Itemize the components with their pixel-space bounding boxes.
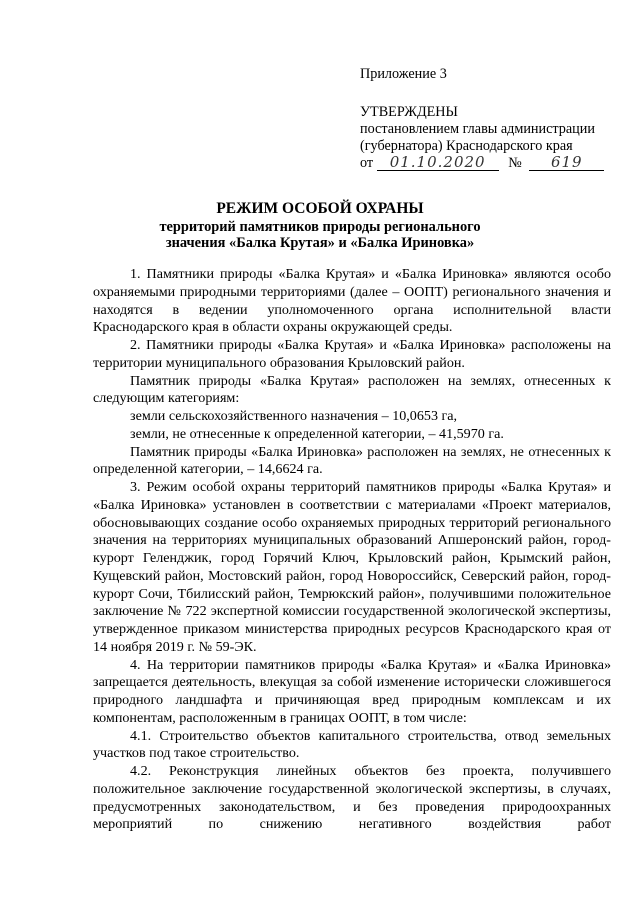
handwritten-date: 01.10.2020 [377, 155, 499, 171]
paragraph-1: 1. Памятники природы «Балка Крутая» и «Балка Ириновка» являются особо охраняемыми природными территориями (далее – ООПТ) регионального значения и находятся в ведении уполномоченного органа исполнительной власти Краснодарского края в области охраны окружающей среды. [93, 266, 611, 336]
paragraph-5: 3. Режим особой охраны территорий памятников природы «Балка Крутая» и «Балка Ириновка» установлен в соответствии с материалами «Проект материалов, обосновывающих создание особо охраняемых природных территорий регионального значения на территориях муниципальных образований Апшеронский район, город-курорт Геленджик, город Горячий Ключ, Крыловский район, Крымский район, Кущевский район, Мостовский район, город Новороссийск, Северский район, город-курорт Сочи, Тбилисский район, Темрюкский район», получившими положительное заключение № 722 экспертной комиссии государственной экологической экспертизы, утвержденное приказом министерства природных ресурсов Краснодарского края от 14 ноября 2019 г. № 59-ЭК. [93, 479, 611, 655]
handwritten-number: 619 [529, 155, 604, 171]
document-subtitle-line-1: территорий памятников природы регионального [159, 219, 481, 235]
paragraph-6: 4. На территории памятников природы «Балка Крутая» и «Балка Ириновка» запрещается деятельность, влекущая за собой изменение исторически сложившегося природного ландшафта и причиняющая вред природным комплексам и их компонентам, расположенным в границах ООПТ, в том числе: [93, 656, 611, 726]
date-prefix: от [360, 155, 374, 171]
document-body [93, 266, 611, 834]
paragraph-8: 4.2. Реконструкция линейных объектов без проекта, получившего положительное заключение государственной экологической экспертизы, в случаях, предусмотренных законодательством, и без проведения природоохранных мероприятий по снижению негативного воздействия работ [93, 763, 611, 833]
approval-line-2: (губернатора) Краснодарского края [360, 138, 573, 154]
paragraph-3b: земли, не отнесенные к определенной категории, – 41,5970 га. [130, 425, 504, 442]
paragraph-3: Памятник природы «Балка Крутая» расположен на землях, отнесенных к следующим категориям: [93, 372, 611, 407]
approved-label: УТВЕРЖДЕНЫ [360, 104, 458, 120]
paragraph-2: 2. Памятники природы «Балка Крутая» и «Балка Ириновка» расположены на территории муниципального образования Крыловский район. [93, 337, 611, 371]
document-title: РЕЖИМ ОСОБОЙ ОХРАНЫ [216, 200, 424, 217]
approval-date-line [360, 155, 604, 172]
number-sign: № [508, 155, 522, 171]
paragraph-7: 4.1. Строительство объектов капитального строительства, отвод земельных участков под такое строительство. [93, 727, 611, 762]
appendix-label: Приложение 3 [360, 66, 447, 82]
approval-line-1: постановлением главы администрации [360, 121, 595, 137]
paragraph-4: Памятник природы «Балка Ириновка» расположен на землях, не отнесенных к определенной категории, – 14,6624 га. [93, 443, 611, 478]
paragraph-3a: земли сельскохозяйственного назначения – 10,0653 га, [130, 408, 458, 424]
document-subtitle-line-2: значения «Балка Крутая» и «Балка Ириновка» [165, 235, 475, 251]
